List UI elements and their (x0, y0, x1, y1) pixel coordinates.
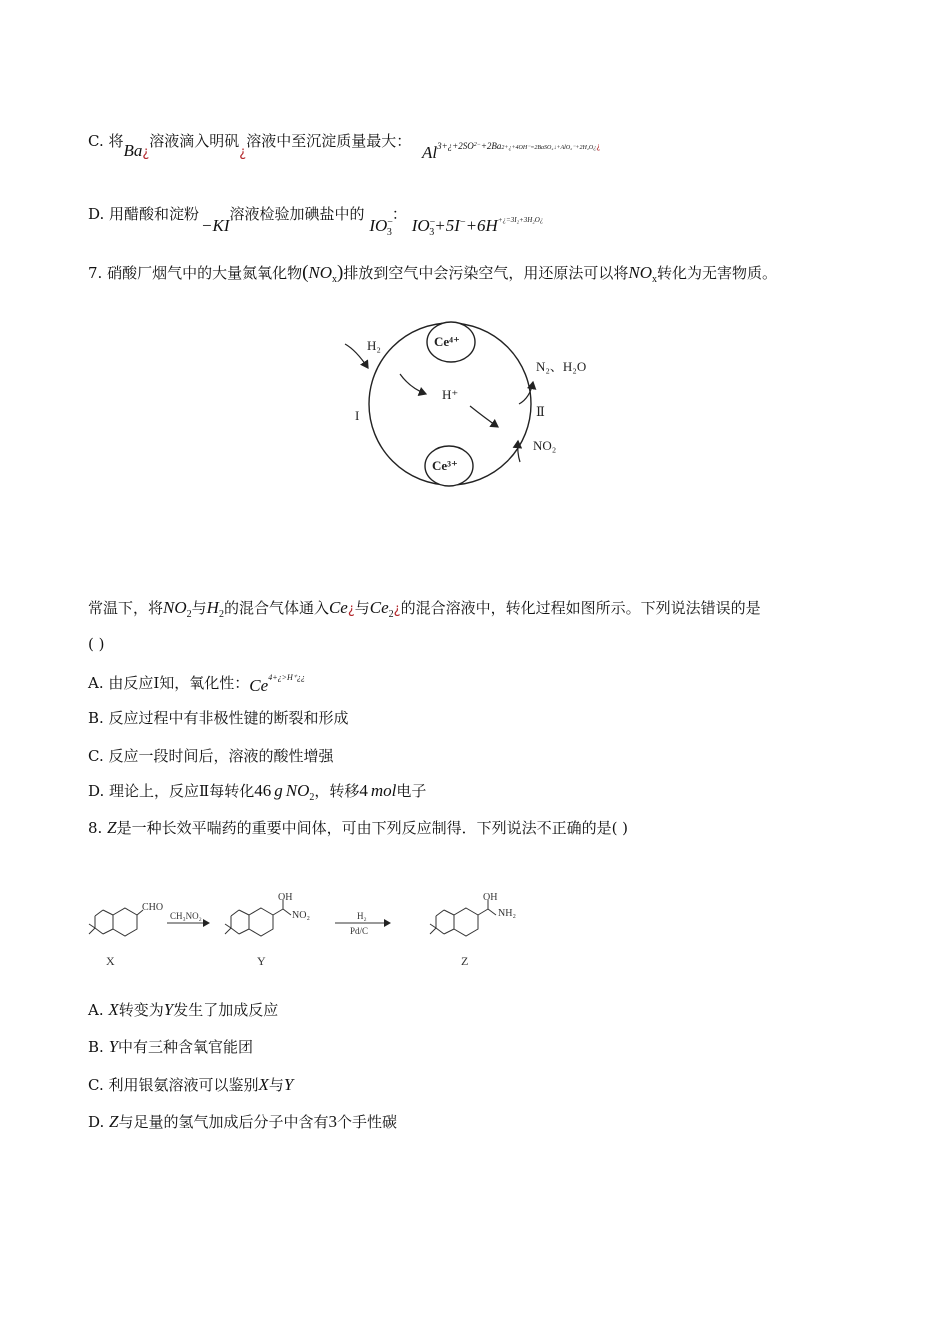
formula-io3 (369, 216, 393, 238)
garbled-char: ¿ (239, 145, 247, 160)
question-text: 的混合气体通入 (223, 599, 329, 617)
ce3-label: Ce³⁺ (432, 458, 458, 473)
superscript: − (387, 217, 393, 228)
subscript: 2 (218, 609, 224, 620)
option-text: 与足量的氢气加成后分子中含有 (118, 1113, 329, 1131)
q7-option-c: C. 反应一段时间后，溶液的酸性增强 (88, 747, 334, 765)
formula-ce: Ce (369, 598, 389, 617)
option-text: 转变为 (118, 1001, 164, 1019)
eq-superscript: 3+¿+2SO (437, 141, 474, 151)
option-text: ，转移 (314, 782, 360, 800)
q8-option-b (88, 1036, 253, 1057)
garbled-char: ¿ (596, 142, 601, 151)
formula-ce: Ce (249, 676, 269, 695)
option-text: D. 理论上，反应Ⅱ每转化 (88, 782, 255, 800)
subscript: 3 (386, 227, 392, 238)
option-label: A. (88, 1001, 109, 1019)
formula-ba: Ba (123, 141, 143, 160)
q6-option-c (88, 129, 601, 162)
reaction-scheme (85, 890, 545, 972)
number: 4 (359, 781, 368, 800)
option-text: 个手性碳 (337, 1113, 398, 1131)
q8-option-c (88, 1074, 293, 1095)
question-text: 是一种长效平喘药的重要中间体，可由下列反应制得．下列说法不正确的是( ) (116, 819, 629, 837)
formula-h2: H (206, 598, 219, 617)
inner-arrow-1 (400, 374, 426, 394)
compound-x: X (108, 1000, 119, 1019)
compound-z: Z (109, 1112, 119, 1131)
compound-x: X (258, 1075, 269, 1094)
superscript: − (429, 217, 436, 228)
subscript: 3 (429, 227, 435, 238)
q7-answer-paren: ( ) (88, 635, 105, 653)
option-text: 溶液中至沉淀质量最大： (246, 132, 412, 150)
compound-z: Z (107, 818, 117, 837)
y-oh-label: OH (278, 892, 293, 903)
question-text: 与 (354, 599, 370, 617)
h2-label: H₂ (367, 338, 381, 353)
label-ii: Ⅱ (536, 404, 545, 419)
molecule-y (225, 900, 291, 936)
molecule-x (89, 908, 143, 936)
formula-text: +6H (465, 216, 498, 235)
option-text: 发生了加成反应 (173, 1001, 279, 1019)
option-text: 与 (268, 1076, 284, 1094)
option-label: C. 将 (88, 132, 124, 150)
question-text: 转化为无害物质。 (657, 264, 778, 282)
option-text: A. 由反应Ⅰ知，氧化性： (88, 674, 250, 692)
subscript: 2 (388, 609, 394, 620)
eq-tiny-text: 2+¿+4OH⁻=2BaSO₄↓+AlO₂⁻+2H₂O¿ (501, 145, 597, 151)
q8-option-a (88, 999, 278, 1020)
option-text: 溶液检验加碘盐中的 (229, 205, 365, 223)
paren: ( (302, 262, 309, 283)
q6-option-d (88, 203, 544, 238)
paren: ) (337, 262, 344, 283)
superscript: − (459, 217, 466, 228)
option-label: D. (88, 1113, 110, 1131)
formula-no2: NO (285, 781, 310, 800)
molecule-z (430, 900, 496, 936)
formula-no2: NO (163, 598, 187, 617)
y-label: Y (257, 954, 266, 968)
question-text: 7. 硝酸厂烟气中的大量氮氧化物 (88, 264, 303, 282)
label-i: I (355, 408, 360, 423)
q7-condition (88, 597, 761, 620)
ce4-label: Ce⁴⁺ (434, 334, 460, 349)
number: 3 (328, 1112, 338, 1131)
no2-label: NO₂ (533, 438, 557, 453)
formula-text: +5I (434, 216, 460, 235)
number: 46 (254, 781, 272, 800)
formula-nox: NO (308, 263, 333, 282)
z-label: Z (461, 954, 469, 968)
question-text: 常温下，将 (88, 599, 164, 617)
products-label: N₂、H₂O (536, 359, 587, 374)
reagent-2-bottom: Pd/C (350, 926, 369, 936)
garbled-char: ¿ (347, 602, 355, 617)
y-no2-label: NO₂ (292, 910, 310, 921)
equation-d (411, 216, 544, 238)
formula-text: IO (411, 216, 430, 235)
reagent-1: CH₃NO₂ (170, 911, 202, 921)
question-text: 排放到空气中会污染空气，用还原法可以将 (343, 264, 629, 282)
q7-option-d (88, 780, 426, 803)
question-text: 与 (191, 599, 207, 617)
formula-ce: Ce (328, 598, 348, 617)
eq-superscript: +2Ba (480, 141, 502, 151)
colon: ： (391, 205, 407, 223)
cycle-diagram (330, 318, 610, 493)
cho-label: CHO (142, 902, 164, 913)
formula-nox: NO (628, 263, 653, 282)
q7-option-a (88, 670, 305, 693)
q7-stem (88, 262, 777, 285)
equation-c (422, 141, 601, 162)
z-oh-label: OH (483, 892, 498, 903)
option-label: D. 用醋酸和淀粉 (88, 205, 200, 223)
question-text: 的混合溶液中，转化过程如图所示。下列说法错误的是 (400, 599, 761, 617)
option-label: B. (88, 1038, 109, 1056)
hplus-label: H⁺ (442, 387, 459, 402)
q8-option-d (88, 1111, 397, 1132)
compound-y: Y (283, 1075, 294, 1094)
q7-option-b: B. 反应过程中有非极性键的断裂和形成 (88, 709, 349, 727)
option-text: 中有三种含氧官能团 (118, 1038, 254, 1056)
formula-ki: −KI (201, 216, 230, 235)
option-text: C. 利用银氨溶液可以鉴别 (88, 1076, 259, 1094)
reagent-2-top: H₂ (357, 911, 367, 921)
h2-arrow (345, 344, 368, 368)
compound-y: Y (163, 1000, 174, 1019)
eq-tiny-text: 4+¿>H⁺¿¿ (268, 673, 305, 682)
question-number: 8. (88, 819, 108, 837)
eq-superscript: 2− (473, 142, 481, 148)
inner-arrow-2 (470, 406, 498, 427)
garbled-char: ¿ (393, 602, 401, 617)
q8-stem (88, 817, 628, 838)
formula-text: IO (369, 216, 388, 235)
unit: mol (370, 781, 397, 800)
formula-al: Al (422, 143, 438, 162)
z-nh2-label: NH₂ (498, 908, 516, 919)
option-text: 溶液滴入明矾 (149, 132, 240, 150)
compound-y: Y (108, 1037, 119, 1056)
subscript: x (332, 274, 338, 285)
unit: g (274, 781, 283, 800)
eq-tiny-text: +¿=3I₂+3H₂O¿ (497, 216, 544, 224)
option-text: 电子 (396, 782, 427, 800)
subscript: 2 (186, 609, 192, 620)
subscript: x (652, 274, 658, 285)
garbled-char: ¿ (142, 145, 150, 160)
x-label: X (106, 954, 115, 968)
subscript: 2 (309, 792, 315, 803)
